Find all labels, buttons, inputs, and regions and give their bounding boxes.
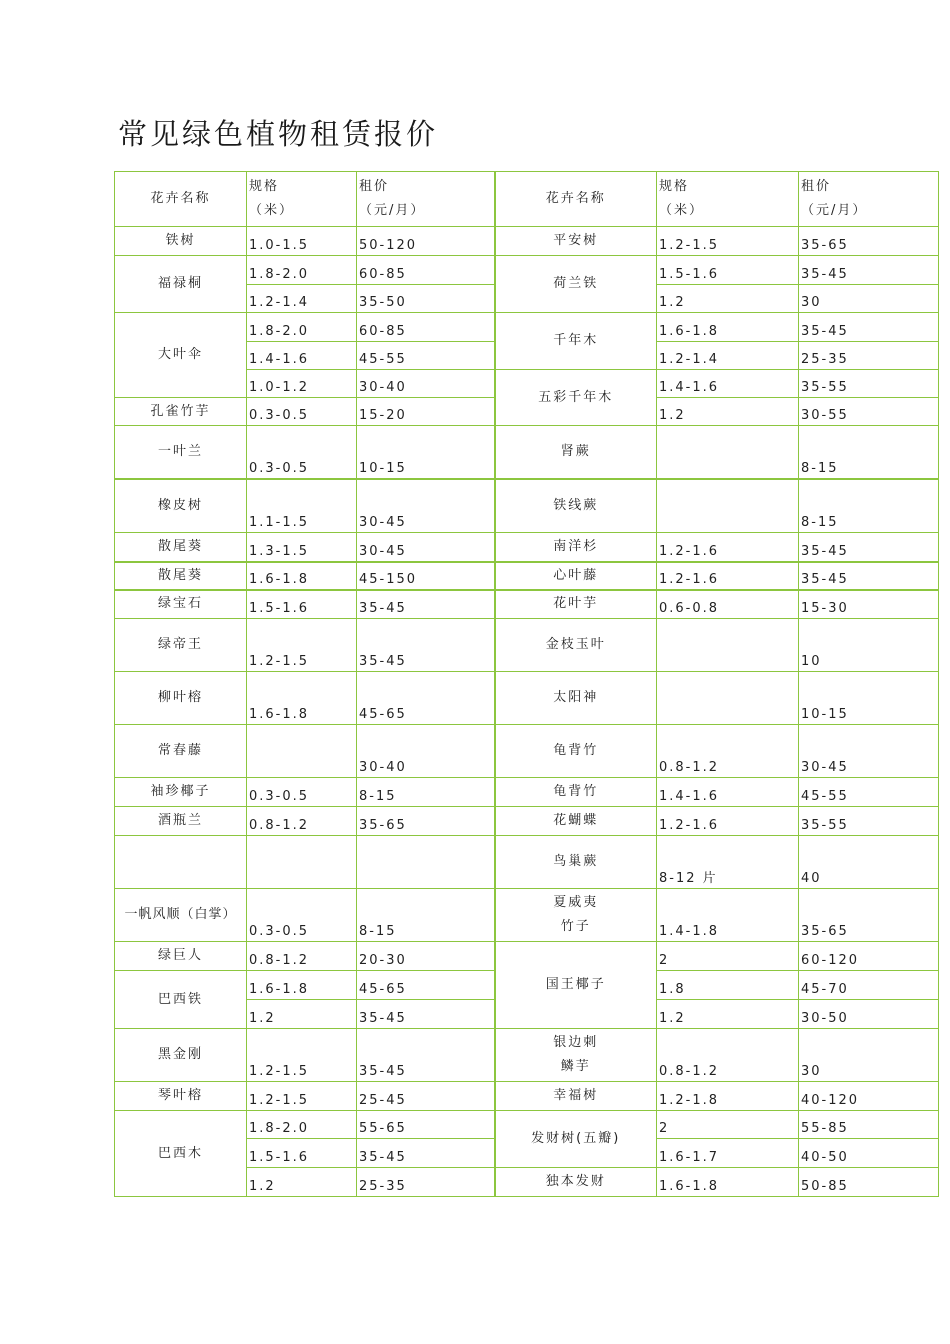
price-value: 45-55 bbox=[799, 778, 939, 807]
spec-value: 1.4-1.6 bbox=[657, 778, 799, 807]
table-row bbox=[115, 836, 939, 889]
spec-value: 1.2-1.5 bbox=[247, 1082, 357, 1111]
plant-name: 散尾葵 bbox=[115, 533, 247, 562]
header-spec: 规格 （米） bbox=[247, 172, 357, 227]
price-value: 35-45 bbox=[799, 562, 939, 590]
spec-value: 0.3-0.5 bbox=[247, 889, 357, 942]
price-value: 30-45 bbox=[799, 725, 939, 778]
table-row bbox=[115, 807, 939, 836]
header-name: 花卉名称 bbox=[115, 172, 247, 227]
spec-value: 1.2-1.5 bbox=[657, 227, 799, 256]
spec-value: 1.2 bbox=[657, 1000, 799, 1029]
spec-value bbox=[247, 725, 357, 778]
price-value: 35-45 bbox=[357, 590, 495, 619]
spec-value: 0.8-1.2 bbox=[657, 1029, 799, 1082]
table-row bbox=[115, 256, 939, 285]
spec-value: 1.8 bbox=[657, 971, 799, 1000]
price-value: 30-50 bbox=[799, 1000, 939, 1029]
spec-value: 0.3-0.5 bbox=[247, 426, 357, 479]
price-value: 35-45 bbox=[357, 1000, 495, 1029]
spec-value: 1.4-1.6 bbox=[657, 370, 799, 398]
price-value: 45-55 bbox=[357, 342, 495, 370]
plant-name: 独本发财 bbox=[495, 1168, 657, 1197]
header-price: 租价 （元/月） bbox=[357, 172, 495, 227]
spec-value: 1.3-1.5 bbox=[247, 533, 357, 562]
price-value: 35-65 bbox=[799, 227, 939, 256]
spec-value: 0.8-1.2 bbox=[247, 807, 357, 836]
price-value: 25-35 bbox=[357, 1168, 495, 1197]
spec-value: 1.6-1.8 bbox=[247, 672, 357, 725]
spec-value: 1.2-1.4 bbox=[657, 342, 799, 370]
plant-name: 平安树 bbox=[495, 227, 657, 256]
price-value: 35-50 bbox=[357, 285, 495, 313]
header-spec: 规格 （米） bbox=[657, 172, 799, 227]
plant-name: 散尾葵 bbox=[115, 562, 247, 590]
spec-value: 1.1-1.5 bbox=[247, 479, 357, 533]
price-value: 45-65 bbox=[357, 672, 495, 725]
price-value: 25-45 bbox=[357, 1082, 495, 1111]
price-value: 25-35 bbox=[799, 342, 939, 370]
spec-value: 0.3-0.5 bbox=[247, 778, 357, 807]
table-row bbox=[115, 479, 939, 533]
spec-value: 1.6-1.8 bbox=[247, 971, 357, 1000]
plant-name: 五彩千年木 bbox=[495, 370, 657, 426]
price-value: 30-45 bbox=[357, 479, 495, 533]
spec-value: 1.2 bbox=[247, 1000, 357, 1029]
spec-value: 1.5-1.6 bbox=[657, 256, 799, 285]
plant-name: 太阳神 bbox=[495, 672, 657, 725]
price-value: 45-70 bbox=[799, 971, 939, 1000]
plant-name: 一帆风顺（白掌） bbox=[115, 889, 247, 942]
spec-value: 1.2-1.4 bbox=[247, 285, 357, 313]
plant-name: 南洋杉 bbox=[495, 533, 657, 562]
plant-name: 黑金刚 bbox=[115, 1029, 247, 1082]
spec-value: 1.2-1.6 bbox=[657, 533, 799, 562]
spec-value: 1.6-1.7 bbox=[657, 1139, 799, 1168]
price-value: 45-150 bbox=[357, 562, 495, 590]
spec-value: 1.2-1.6 bbox=[657, 807, 799, 836]
table-row bbox=[115, 1225, 939, 1253]
table-header-row bbox=[115, 172, 939, 227]
plant-name: 龟背竹 bbox=[495, 725, 657, 778]
price-value: 40-120 bbox=[799, 1082, 939, 1111]
table-row bbox=[115, 313, 939, 342]
plant-name: 绿巨人 bbox=[115, 942, 247, 971]
table-row bbox=[115, 1111, 939, 1139]
header-price: 租价 （元/月） bbox=[799, 172, 939, 227]
spec-value: 0.8-1.2 bbox=[247, 942, 357, 971]
spec-value: 1.0-1.2 bbox=[247, 370, 357, 398]
plant-name: 巴西铁 bbox=[115, 971, 247, 1029]
plant-name: 孔雀竹芋 bbox=[115, 398, 247, 426]
price-value: 35-65 bbox=[357, 807, 495, 836]
plant-name: 绿宝石 bbox=[115, 590, 247, 619]
plant-name: 国王椰子 bbox=[495, 942, 657, 1029]
spec-value: 1.2 bbox=[657, 398, 799, 426]
spec-value: 1.4-1.8 bbox=[657, 889, 799, 942]
table-row bbox=[115, 562, 939, 590]
price-value: 35-55 bbox=[799, 370, 939, 398]
spec-value: 1.6-1.8 bbox=[657, 313, 799, 342]
spec-value: 1.2-1.5 bbox=[247, 619, 357, 672]
plant-name: 荷兰铁 bbox=[495, 256, 657, 313]
plant-name: 肾蕨 bbox=[495, 426, 657, 479]
spec-value bbox=[657, 426, 799, 479]
plant-name: 巴西木 bbox=[115, 1111, 247, 1197]
table-row bbox=[115, 1197, 939, 1225]
price-value: 30 bbox=[799, 285, 939, 313]
price-value: 15-20 bbox=[357, 398, 495, 426]
plant-name: 琴叶榕 bbox=[115, 1082, 247, 1111]
plant-name: 心叶藤 bbox=[495, 562, 657, 590]
plant-name: 铁线蕨 bbox=[495, 479, 657, 533]
spec-value bbox=[657, 672, 799, 725]
price-value: 55-65 bbox=[357, 1111, 495, 1139]
price-value: 35-65 bbox=[799, 889, 939, 942]
price-value: 50-120 bbox=[357, 227, 495, 256]
table-row bbox=[115, 778, 939, 807]
price-value: 10-15 bbox=[357, 426, 495, 479]
price-value: 45-65 bbox=[357, 971, 495, 1000]
spec-value: 1.0-1.5 bbox=[247, 227, 357, 256]
spec-value: 1.8-2.0 bbox=[247, 1111, 357, 1139]
price-value: 35-45 bbox=[799, 313, 939, 342]
table-row bbox=[115, 725, 939, 778]
table-row bbox=[115, 1029, 939, 1082]
price-value: 30-45 bbox=[357, 533, 495, 562]
plant-name: 花叶芋 bbox=[495, 590, 657, 619]
price-value: 60-85 bbox=[357, 256, 495, 285]
plant-name bbox=[115, 836, 247, 889]
header-name: 花卉名称 bbox=[495, 172, 657, 227]
plant-name: 鸟巢蕨 bbox=[495, 836, 657, 889]
price-value bbox=[357, 836, 495, 889]
price-value: 60-120 bbox=[799, 942, 939, 971]
price-value: 60-85 bbox=[357, 313, 495, 342]
price-value: 10-15 bbox=[799, 672, 939, 725]
spec-value: 1.6-1.8 bbox=[657, 1168, 799, 1197]
table-row bbox=[115, 227, 939, 256]
price-value: 8-15 bbox=[357, 778, 495, 807]
table-row bbox=[115, 672, 939, 725]
price-value: 15-30 bbox=[799, 590, 939, 619]
price-value: 10 bbox=[799, 619, 939, 672]
table-row bbox=[115, 590, 939, 619]
plant-name: 酒瓶兰 bbox=[115, 807, 247, 836]
table-row bbox=[115, 1082, 939, 1111]
table-row bbox=[115, 426, 939, 479]
price-value: 35-45 bbox=[799, 533, 939, 562]
plant-name: 常春藤 bbox=[115, 725, 247, 778]
price-value: 55-85 bbox=[799, 1111, 939, 1139]
plant-name: 龟背竹 bbox=[495, 778, 657, 807]
spec-value: 1.8-2.0 bbox=[247, 313, 357, 342]
spec-value: 1.6-1.8 bbox=[247, 562, 357, 590]
spec-value: 0.6-0.8 bbox=[657, 590, 799, 619]
plant-name: 绿帝王 bbox=[115, 619, 247, 672]
price-value: 30-40 bbox=[357, 370, 495, 398]
spec-value: 1.5-1.6 bbox=[247, 590, 357, 619]
spec-value: 1.2-1.8 bbox=[657, 1082, 799, 1111]
plant-name: 花蝴蝶 bbox=[495, 807, 657, 836]
price-value: 40 bbox=[799, 836, 939, 889]
table-row bbox=[115, 942, 939, 971]
plant-name: 橡皮树 bbox=[115, 479, 247, 533]
spec-value: 1.4-1.6 bbox=[247, 342, 357, 370]
plant-name: 袖珍椰子 bbox=[115, 778, 247, 807]
price-value: 35-55 bbox=[799, 807, 939, 836]
table-row bbox=[115, 889, 939, 942]
price-value: 40-50 bbox=[799, 1139, 939, 1168]
spec-value: 1.2 bbox=[657, 285, 799, 313]
plant-name: 一叶兰 bbox=[115, 426, 247, 479]
price-value: 30-55 bbox=[799, 398, 939, 426]
table-row bbox=[115, 619, 939, 672]
plant-name: 发财树(五瓣) bbox=[495, 1111, 657, 1168]
spec-value bbox=[657, 479, 799, 533]
spec-value: 2 bbox=[657, 942, 799, 971]
price-value: 50-85 bbox=[799, 1168, 939, 1197]
price-value: 35-45 bbox=[357, 619, 495, 672]
price-value: 30 bbox=[799, 1029, 939, 1082]
plant-name: 千年木 bbox=[495, 313, 657, 370]
price-value: 30-40 bbox=[357, 725, 495, 778]
price-value: 20-30 bbox=[357, 942, 495, 971]
spec-value: 1.8-2.0 bbox=[247, 256, 357, 285]
page-title: 常见绿色植物租赁报价 bbox=[118, 117, 439, 151]
price-value: 35-45 bbox=[357, 1139, 495, 1168]
spec-value: 0.3-0.5 bbox=[247, 398, 357, 426]
price-value: 8-15 bbox=[799, 426, 939, 479]
plant-name: 金枝玉叶 bbox=[495, 619, 657, 672]
spec-value bbox=[247, 836, 357, 889]
plant-name: 铁树 bbox=[115, 227, 247, 256]
plant-name: 柳叶榕 bbox=[115, 672, 247, 725]
spec-value: 1.2-1.6 bbox=[657, 562, 799, 590]
table-row bbox=[115, 533, 939, 562]
price-value: 8-15 bbox=[799, 479, 939, 533]
spec-value bbox=[657, 619, 799, 672]
plant-name: 夏威夷 竹子 bbox=[495, 889, 657, 942]
spec-value: 2 bbox=[657, 1111, 799, 1139]
spec-value: 1.2-1.5 bbox=[247, 1029, 357, 1082]
spec-value: 0.8-1.2 bbox=[657, 725, 799, 778]
plant-name: 银边刺 鳞芋 bbox=[495, 1029, 657, 1082]
plant-name: 幸福树 bbox=[495, 1082, 657, 1111]
price-value: 35-45 bbox=[799, 256, 939, 285]
spec-value: 8-12 片 bbox=[657, 836, 799, 889]
price-value: 35-45 bbox=[357, 1029, 495, 1082]
spec-value: 1.2 bbox=[247, 1168, 357, 1197]
price-value: 8-15 bbox=[357, 889, 495, 942]
spec-value: 1.5-1.6 bbox=[247, 1139, 357, 1168]
plant-name: 大叶伞 bbox=[115, 313, 247, 398]
plant-name: 福禄桐 bbox=[115, 256, 247, 313]
price-table bbox=[114, 171, 939, 1253]
